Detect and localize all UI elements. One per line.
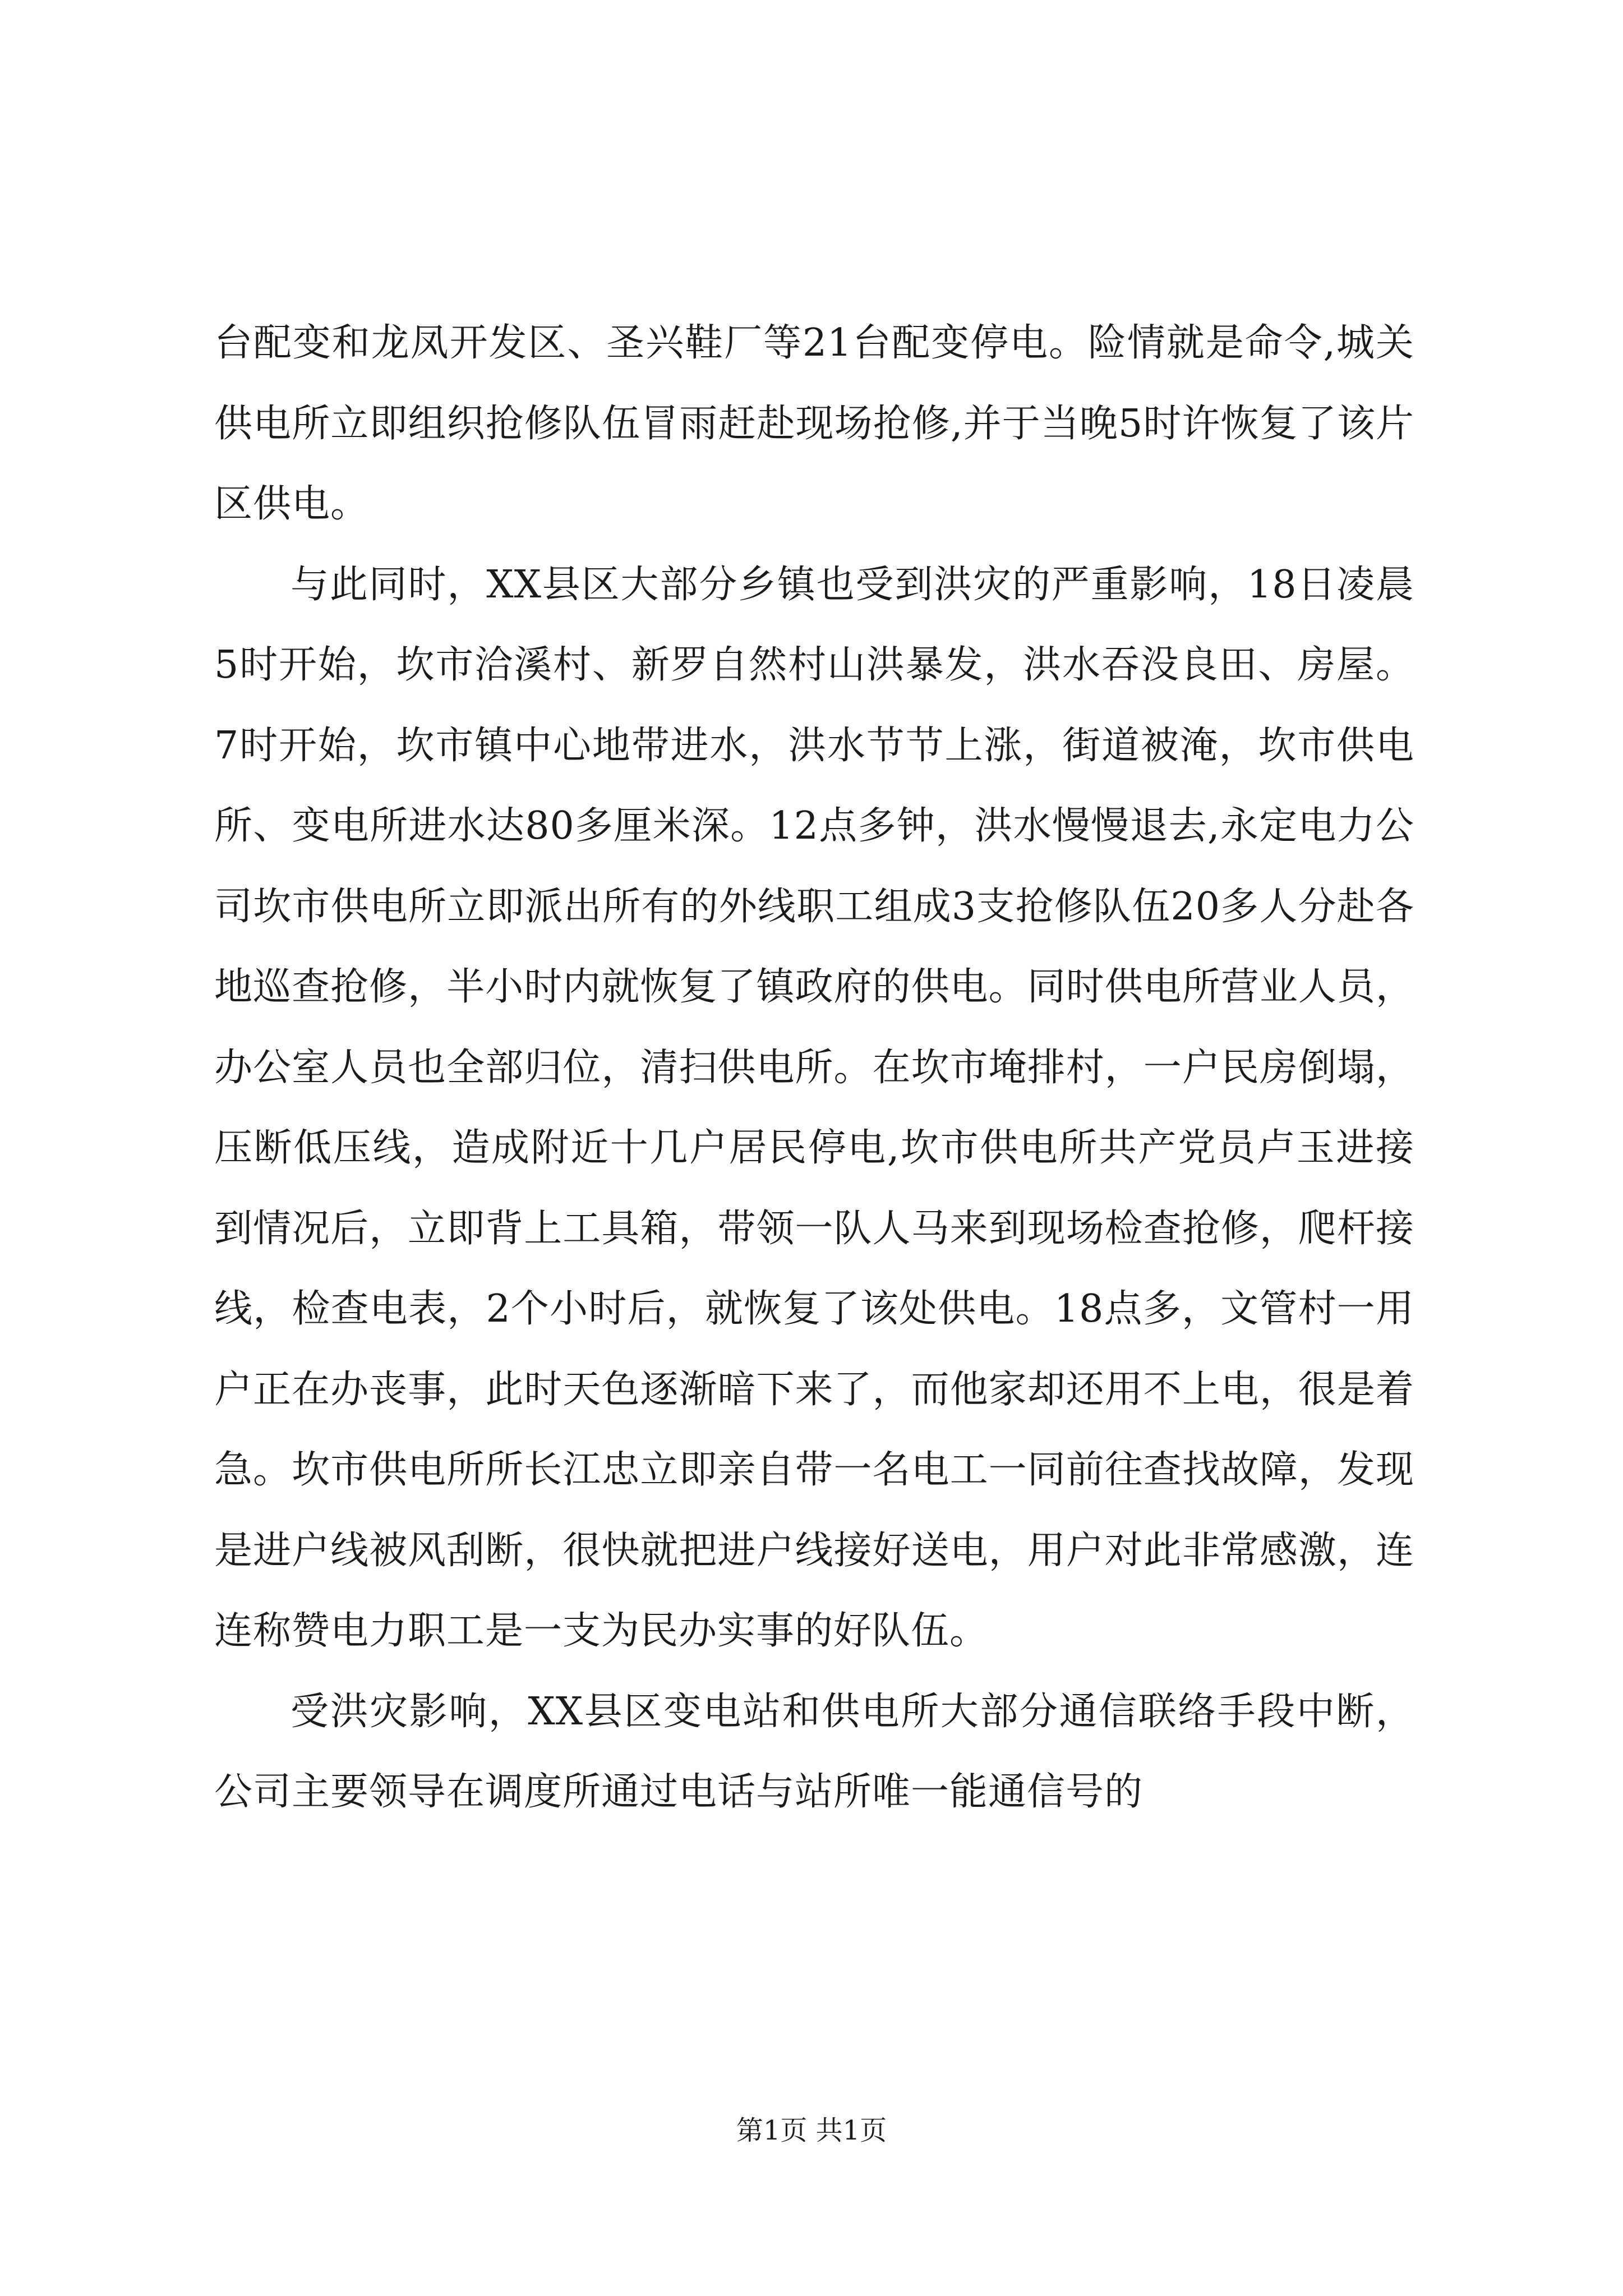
paragraph-flood-impact: 与此同时，XX县区大部分乡镇也受到洪灾的严重影响，18日凌晨5时开始，坎市洽溪村、新罗自然村山洪暴发，洪水吞没良田、房屋。7时开始，坎市镇中心地带进水，洪水节节上涨，街道被淹，坎市供电所、变电所进水达80多厘米深。12点多钟，洪水慢慢退去,永定电力公司坎市供电所立即派出所有的外线职工组成3支抢修队伍20多人分赴各地巡查抢修，半小时内就恢复了镇政府的供电。同时供电所营业人员，办公室人员也全部归位，清扫供电所。在坎市埯排村，一户民房倒塌，压断低压线，造成附近十几户居民停电,坎市供电所共产党员卢玉进接到情况后，立即背上工具箱，带领一队人马来到现场检查抢修，爬杆接线，检查电表，2个小时后，就恢复了该处供电。18点多，文管村一用户正在办丧事，此时天色逐渐暗下来了，而他家却还用不上电，很是着急。坎市供电所所长江忠立即亲自带一名电工一同前往查找故障，发现是进户线被风刮断，很快就把进户线接好送电，用户对此非常感激，连连称赞电力职工是一支为民办实事的好队伍。 xyxy=(214,562,1415,1653)
paragraph-continuation: 台配变和龙凤开发区、圣兴鞋厂等21台配变停电。险情就是命令,城关供电所立即组织抢修队伍冒雨赶赴现场抢修,并于当晚5时许恢复了该片区供电。 xyxy=(214,321,1414,526)
page-footer: 第1页 共1页 xyxy=(736,2115,887,2146)
paragraph-communication: 受洪灾影响，XX县区变电站和供电所大部分通信联络手段中断，公司主要领导在调度所通过电话与站所唯一能通信号的 xyxy=(214,1689,1414,1814)
document-body xyxy=(214,303,1414,1833)
